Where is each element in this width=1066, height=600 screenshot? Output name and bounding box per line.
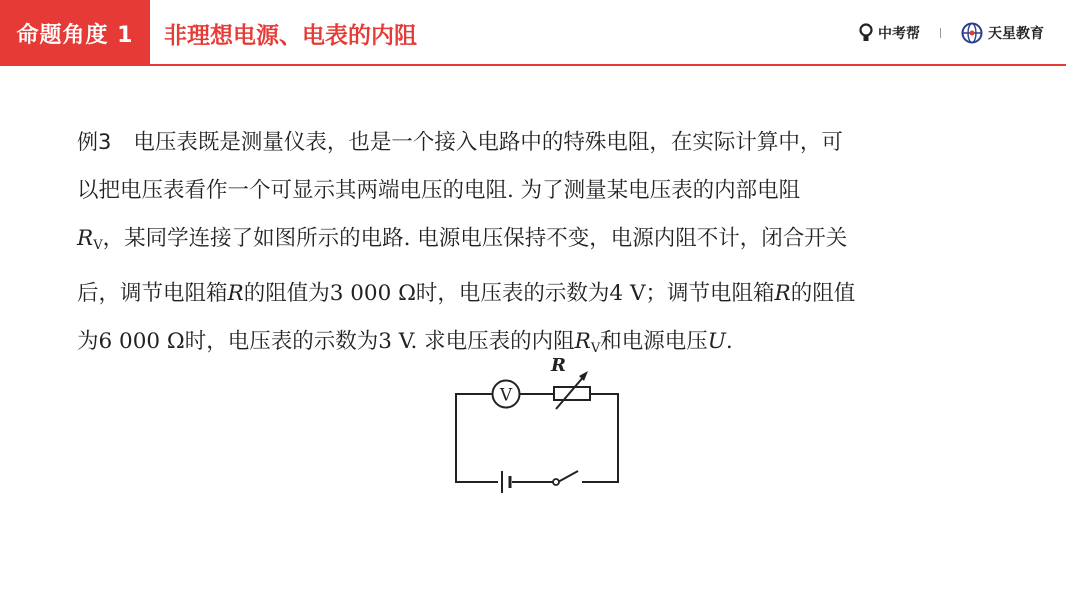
switch-pivot-icon xyxy=(553,479,559,485)
wire-top-right xyxy=(582,394,618,482)
page-title: 非理想电源、电表的内阻 xyxy=(164,22,417,49)
voltmeter-symbol: V xyxy=(499,385,513,406)
text-segment: 为6 000 Ω时，电压表的示数为3 V. 求电压表的内阻 xyxy=(77,329,575,354)
text-line-2 xyxy=(77,167,1007,215)
symbol-u: U xyxy=(707,329,726,354)
globe-logo-icon xyxy=(961,22,983,44)
example-label: 例3 xyxy=(77,130,112,154)
text-segment: 和电源电压 xyxy=(600,329,708,354)
text-segment: 的阻值为3 000 Ω时，电压表的示数为4 V；调节电阻箱 xyxy=(243,281,775,306)
subscript-v: V xyxy=(590,341,601,356)
text-segment: 后，调节电阻箱 xyxy=(77,281,228,306)
brand-zhongkaobang xyxy=(859,23,920,43)
symbol-r: R xyxy=(774,281,791,306)
text-line-1 xyxy=(77,118,1007,167)
brand-divider xyxy=(940,28,941,38)
bulb-icon xyxy=(859,23,873,43)
symbol-r: R xyxy=(77,226,94,251)
symbol-r: R xyxy=(574,329,591,354)
brand-tianxing xyxy=(961,22,1044,44)
topic-tag: 命题角度 1 xyxy=(0,0,150,66)
subscript-v: V xyxy=(93,238,103,253)
text-segment: . xyxy=(725,329,733,354)
circuit-diagram xyxy=(440,352,640,502)
text-segment: ，某同学连接了如图所示的电路. 电源电压保持不变，电源内阻不计，闭合开关 xyxy=(102,226,848,251)
brand-logos xyxy=(859,0,1044,66)
switch-blade-icon xyxy=(558,471,578,482)
text-line-3 xyxy=(77,215,1007,270)
text-segment: 的阻值 xyxy=(790,281,856,306)
wire-top-left xyxy=(456,394,498,482)
text-segment: 电压表既是测量仪表，也是一个接入电路中的特殊电阻，在实际计算中，可 xyxy=(133,130,843,155)
text-segment: 以把电压表看作一个可显示其两端电压的电阻. 为了测量某电压表的内部电阻 xyxy=(77,178,801,203)
text-line-4 xyxy=(77,270,1007,318)
brand-name-2: 天星教育 xyxy=(988,26,1044,42)
symbol-r: R xyxy=(227,281,244,306)
header-bar xyxy=(0,0,1066,66)
problem-text xyxy=(77,118,1007,373)
resistor-label: R xyxy=(551,355,566,376)
brand-name-1: 中考帮 xyxy=(878,26,920,42)
